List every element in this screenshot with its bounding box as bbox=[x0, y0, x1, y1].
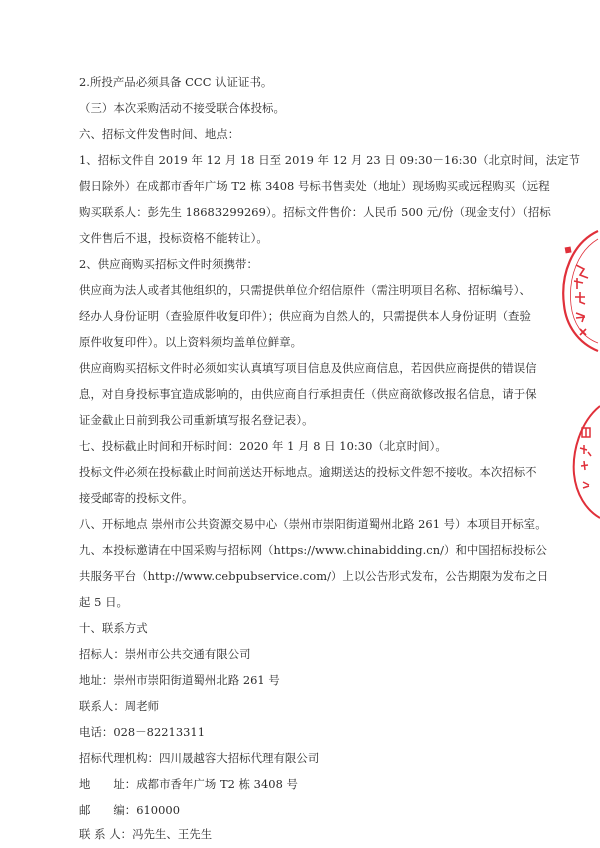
text-line: 假日除外）在成都市香年广场 T2 栋 3408 号标书售卖处（地址）现场购买或远程购买（远程 bbox=[79, 179, 550, 193]
text-line: 投标文件必须在投标截止时间前送达开标地点。逾期送达的投标文件恕不接收。本次招标不 bbox=[79, 465, 537, 479]
text-line: 经办人身份证明（查验原件收复印件）；供应商为自然人的，只需提供本人身份证明（查验 bbox=[79, 309, 531, 323]
contact-person: 联系人：周老师 bbox=[79, 699, 160, 713]
agency-address: 地 址：成都市香年广场 T2 栋 3408 号 bbox=[79, 777, 298, 791]
agency-contacts: 联 系 人：冯先生、王先生 bbox=[79, 827, 213, 841]
section-heading: 七、投标截止时间和开标时间：2020 年 1 月 8 日 10:30（北京时间）。 bbox=[79, 439, 447, 453]
text-line: 共服务平台（http://www.cebpubservice.com/）上以公告形式发布，公告期限为发布之日 bbox=[79, 569, 549, 583]
section-heading: 十、联系方式 bbox=[79, 621, 148, 635]
svg-text:◆: ◆ bbox=[559, 242, 576, 257]
contact-phone: 电话：028－82213311 bbox=[79, 725, 206, 739]
text-line: 2.所投产品必须具备 CCC 认证证书。 bbox=[79, 75, 273, 89]
section-heading: 八、开标地点 崇州市公共资源交易中心（崇州市崇阳街道蜀州北路 261 号）本项目开标室。 bbox=[79, 517, 547, 531]
text-line: 息，对自身投标事宜造成影响的，由供应商自行承担责任（供应商欲修改报名信息，请于保 bbox=[79, 387, 537, 401]
text-line: 证金截止日前到我公司重新填写报名登记表）。 bbox=[79, 413, 314, 427]
text-line: 购买联系人：彭先生 18683299269）。招标文件售价：人民币 500 元/份（现金支付）（招标 bbox=[79, 205, 551, 219]
section-heading: 六、招标文件发售时间、地点： bbox=[79, 127, 240, 141]
seal-stamp-icon bbox=[566, 402, 600, 522]
contact-address: 地址：崇州市崇阳街道蜀州北路 261 号 bbox=[79, 673, 280, 687]
text-line: 供应商为法人或者其他组织的，只需提供单位介绍信原件（需注明项目名称、招标编号）、 bbox=[79, 283, 531, 297]
text-line: 文件售后不退，投标资格不能转让）。 bbox=[79, 231, 268, 245]
agency-name: 招标代理机构：四川晟越容大招标代理有限公司 bbox=[79, 751, 320, 765]
text-line: 原件收复印件）。以上资料须均盖单位鲜章。 bbox=[79, 335, 303, 349]
seal-stamp-icon bbox=[552, 225, 600, 355]
text-line: 接受邮寄的投标文件。 bbox=[79, 491, 194, 505]
text-line: 供应商购买招标文件时必须如实认真填写项目信息及供应商信息，若因供应商提供的错误信 bbox=[79, 361, 537, 375]
contact-tenderer: 招标人：崇州市公共交通有限公司 bbox=[79, 647, 251, 661]
text-line: 1、招标文件自 2019 年 12 月 18 日至 2019 年 12 月 23 日 09:30－16:30（北京时间，法定节 bbox=[79, 153, 581, 167]
agency-postcode: 邮 编：610000 bbox=[79, 803, 180, 817]
text-line: 2、供应商购买招标文件时须携带： bbox=[79, 257, 258, 271]
text-line: 起 5 日。 bbox=[79, 595, 128, 609]
section-heading: 九、本投标邀请在中国采购与招标网（https://www.chinabidding.cn/）和中国招标投标公 bbox=[79, 543, 547, 557]
text-line: （三）本次采购活动不接受联合体投标。 bbox=[79, 101, 285, 115]
